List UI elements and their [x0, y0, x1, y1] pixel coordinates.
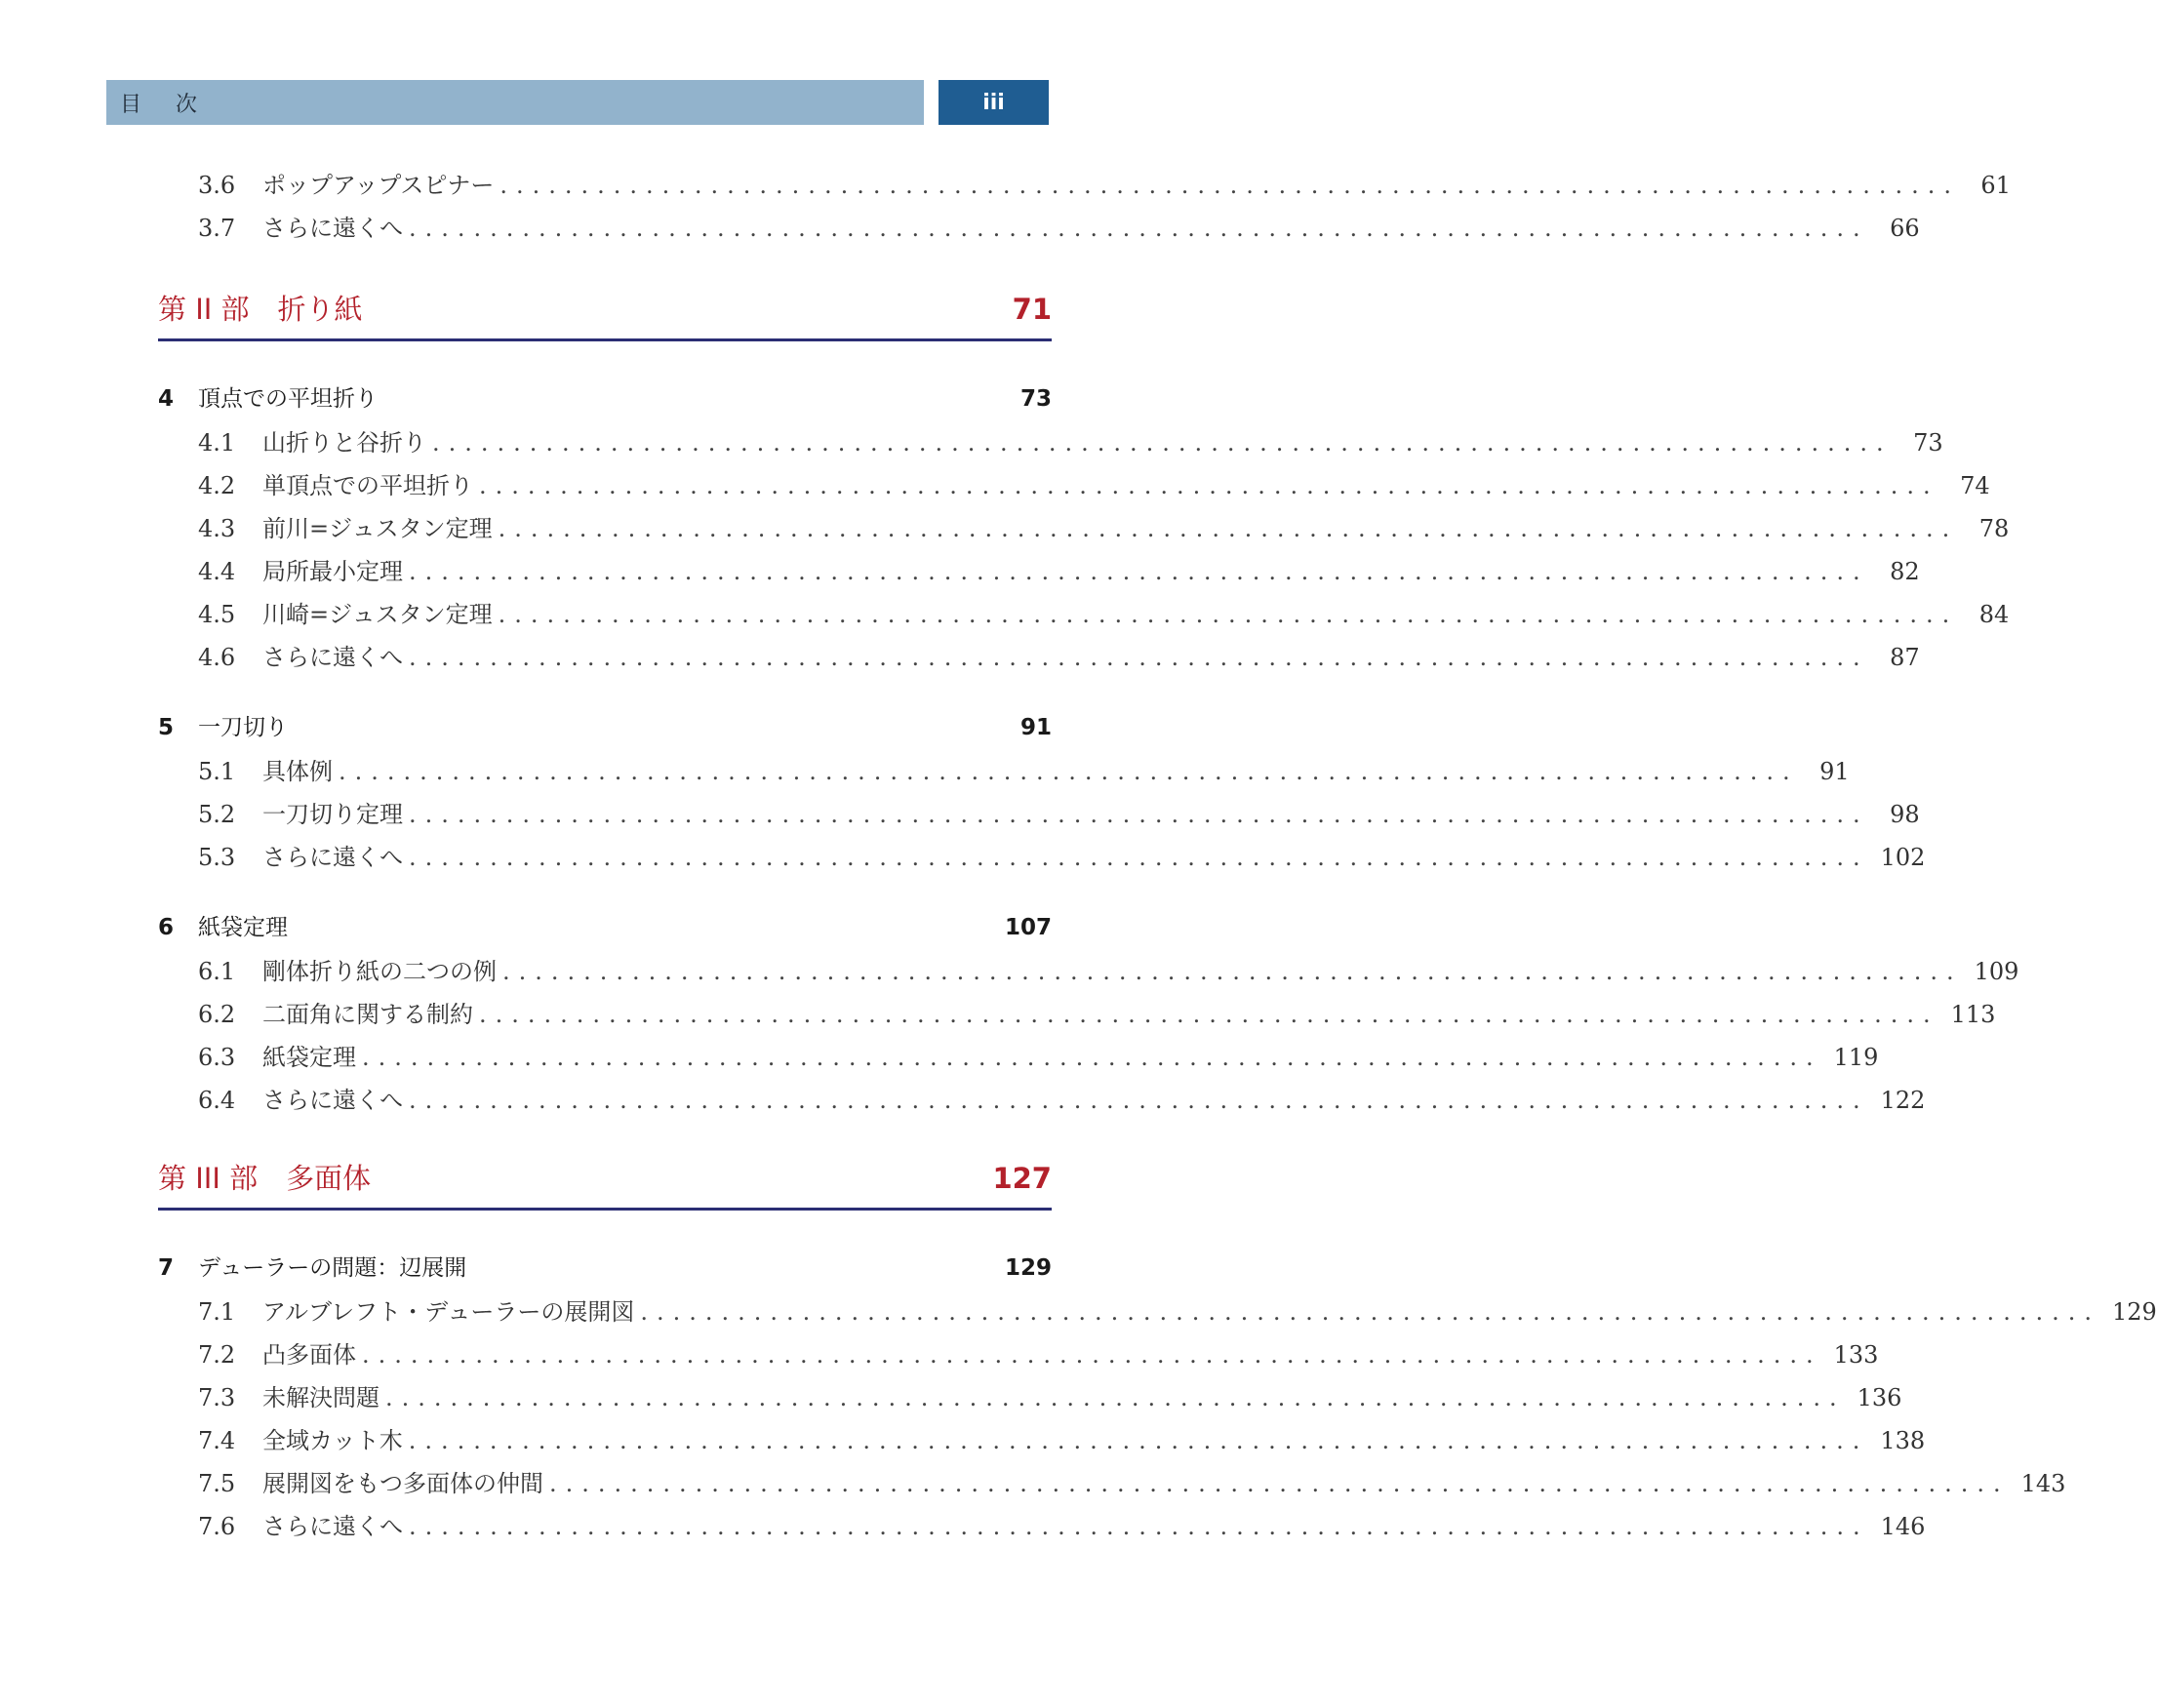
leader-dots: ..........................................................................................	[499, 172, 1960, 199]
section-title: さらに遠くへ	[262, 1087, 403, 1114]
toc-section-7-4[interactable]	[198, 1421, 1926, 1460]
section-title: 二面角に関する制約	[262, 1001, 473, 1028]
section-page: 87	[1890, 644, 1920, 671]
header-title: 目 次	[120, 92, 211, 117]
section-title: 展開図をもつ多面体の仲間	[262, 1470, 543, 1497]
section-title: 局所最小定理	[262, 558, 403, 585]
leader-dots: ..........................................................................................	[640, 1298, 2100, 1326]
section-number: 7.3	[198, 1384, 236, 1411]
section-title: 全域カット木	[262, 1427, 403, 1454]
section-number: 4.6	[198, 644, 236, 671]
section-number: 5.2	[198, 801, 236, 828]
leader-dots: ..........................................................................................	[498, 601, 1959, 628]
chapter-title: 紙袋定理	[198, 915, 288, 940]
toc-section-5-3[interactable]	[198, 838, 1926, 877]
toc-chapter-6[interactable]	[158, 909, 1052, 948]
running-header	[106, 80, 924, 125]
section-title: さらに遠くへ	[262, 844, 403, 871]
toc-section-5-1[interactable]	[198, 752, 1850, 791]
section-page: 113	[1950, 1001, 1996, 1028]
section-number: 5.1	[198, 758, 236, 785]
section-title: さらに遠くへ	[262, 1513, 403, 1540]
header-page-number: iii	[939, 80, 1049, 125]
section-title: アルブレフト・デューラーの展開図	[262, 1298, 635, 1326]
toc-chapter-5[interactable]	[158, 709, 1052, 748]
toc-section-4-3[interactable]	[198, 509, 2010, 548]
section-number: 7.2	[198, 1341, 236, 1369]
section-title: 凸多面体	[262, 1341, 356, 1369]
toc-section-3-6[interactable]	[198, 166, 2011, 205]
section-number: 7.1	[198, 1298, 236, 1326]
section-page: 109	[1974, 958, 2019, 985]
toc-chapter-7[interactable]	[158, 1250, 1052, 1289]
leader-dots: ..........................................................................................	[409, 1513, 1869, 1540]
section-title: さらに遠くへ	[262, 215, 403, 242]
section-number: 6.4	[198, 1087, 236, 1114]
part-page: 127	[992, 1162, 1052, 1195]
section-page: 143	[2020, 1470, 2066, 1497]
toc-section-7-3[interactable]	[198, 1378, 1902, 1417]
section-page: 129	[2111, 1298, 2157, 1326]
section-page: 61	[1980, 172, 2011, 199]
chapter-page: 107	[1004, 915, 1052, 940]
toc-section-7-5[interactable]	[198, 1464, 2066, 1503]
toc-section-4-2[interactable]	[198, 466, 1990, 505]
section-page: 66	[1890, 215, 1920, 242]
toc-section-4-1[interactable]	[198, 423, 1943, 462]
toc-section-4-6[interactable]	[198, 638, 1920, 677]
section-title: 未解決問題	[262, 1384, 379, 1411]
section-page: 138	[1880, 1427, 1926, 1454]
toc-section-6-3[interactable]	[198, 1038, 1879, 1077]
chapter-title: デューラーの問題：辺展開	[198, 1255, 467, 1281]
section-title: 具体例	[262, 758, 333, 785]
leader-dots: ..........................................................................................	[498, 515, 1959, 542]
chapter-number: 6	[158, 915, 175, 940]
toc-part-3[interactable]	[158, 1157, 1052, 1211]
toc-section-4-5[interactable]	[198, 595, 2010, 634]
section-number: 4.5	[198, 601, 236, 628]
leader-dots: ..........................................................................................	[409, 558, 1869, 585]
toc-section-6-2[interactable]	[198, 995, 1996, 1034]
section-page: 119	[1833, 1044, 1879, 1071]
section-title: 紙袋定理	[262, 1044, 356, 1071]
section-number: 4.4	[198, 558, 236, 585]
toc-section-5-2[interactable]	[198, 795, 1920, 834]
leader-dots: ..........................................................................................	[362, 1341, 1822, 1369]
leader-dots: ..........................................................................................	[479, 472, 1939, 499]
section-number: 7.4	[198, 1427, 236, 1454]
toc-section-3-7[interactable]	[198, 209, 1920, 248]
section-title: 単頂点での平坦折り	[262, 472, 473, 499]
section-number: 6.2	[198, 1001, 236, 1028]
section-number: 3.7	[198, 215, 236, 242]
section-page: 136	[1857, 1384, 1902, 1411]
toc-section-4-4[interactable]	[198, 552, 1920, 591]
section-page: 122	[1880, 1087, 1926, 1114]
leader-dots: ..........................................................................................	[549, 1470, 2010, 1497]
section-title: 川崎=ジュスタン定理	[262, 601, 493, 628]
section-number: 4.3	[198, 515, 236, 542]
leader-dots: ..........................................................................................	[408, 1427, 1869, 1454]
leader-dots: ..........................................................................................	[409, 844, 1869, 871]
section-title: 山折りと谷折り	[262, 429, 426, 457]
leader-dots: ..........................................................................................	[502, 958, 1963, 985]
section-page: 91	[1819, 758, 1850, 785]
section-page: 102	[1880, 844, 1926, 871]
section-number: 3.6	[198, 172, 236, 199]
chapter-title: 頂点での平坦折り	[198, 386, 378, 412]
section-number: 7.5	[198, 1470, 236, 1497]
leader-dots: ..........................................................................................	[385, 1384, 1846, 1411]
section-page: 133	[1833, 1341, 1879, 1369]
section-number: 5.3	[198, 844, 236, 871]
section-page: 74	[1960, 472, 1990, 499]
toc-section-7-1[interactable]	[198, 1292, 2157, 1331]
leader-dots: ..........................................................................................	[409, 644, 1869, 671]
chapter-number: 7	[158, 1255, 175, 1281]
section-page: 98	[1890, 801, 1920, 828]
toc-section-6-4[interactable]	[198, 1081, 1926, 1120]
section-title: 一刀切り定理	[262, 801, 403, 828]
leader-dots: ..........................................................................................	[479, 1001, 1939, 1028]
section-number: 7.6	[198, 1513, 236, 1540]
chapter-page: 73	[1019, 386, 1052, 412]
toc-chapter-4[interactable]	[158, 380, 1052, 419]
section-title: 剛体折り紙の二つの例	[262, 958, 497, 985]
section-number: 4.1	[198, 429, 236, 457]
part-title: 第 III 部 多面体	[158, 1162, 372, 1195]
leader-dots: ..........................................................................................	[409, 1087, 1869, 1114]
section-page: 73	[1913, 429, 1943, 457]
part-page: 71	[1012, 293, 1052, 326]
toc-section-7-6[interactable]	[198, 1507, 1926, 1546]
chapter-title: 一刀切り	[198, 715, 288, 740]
chapter-page: 91	[1019, 715, 1052, 740]
part-title: 第 II 部 折り紙	[158, 293, 363, 326]
leader-dots: ..........................................................................................	[409, 801, 1869, 828]
chapter-page: 129	[1004, 1255, 1052, 1281]
chapter-number: 4	[158, 386, 175, 412]
toc-section-6-1[interactable]	[198, 952, 2019, 991]
leader-dots: ..........................................................................................	[339, 758, 1799, 785]
leader-dots: ..........................................................................................	[432, 429, 1893, 457]
section-title: ポップアップスピナー	[262, 172, 495, 199]
toc-part-2[interactable]	[158, 288, 1052, 341]
leader-dots: ..........................................................................................	[409, 215, 1869, 242]
section-page: 78	[1978, 515, 2010, 542]
section-title: 前川=ジュスタン定理	[262, 515, 493, 542]
leader-dots: ..........................................................................................	[362, 1044, 1822, 1071]
section-page: 146	[1880, 1513, 1926, 1540]
section-number: 6.3	[198, 1044, 236, 1071]
toc-section-7-2[interactable]	[198, 1335, 1879, 1374]
chapter-number: 5	[158, 715, 175, 740]
section-number: 6.1	[198, 958, 236, 985]
section-page: 82	[1890, 558, 1920, 585]
section-number: 4.2	[198, 472, 236, 499]
section-page: 84	[1978, 601, 2010, 628]
section-title: さらに遠くへ	[262, 644, 403, 671]
